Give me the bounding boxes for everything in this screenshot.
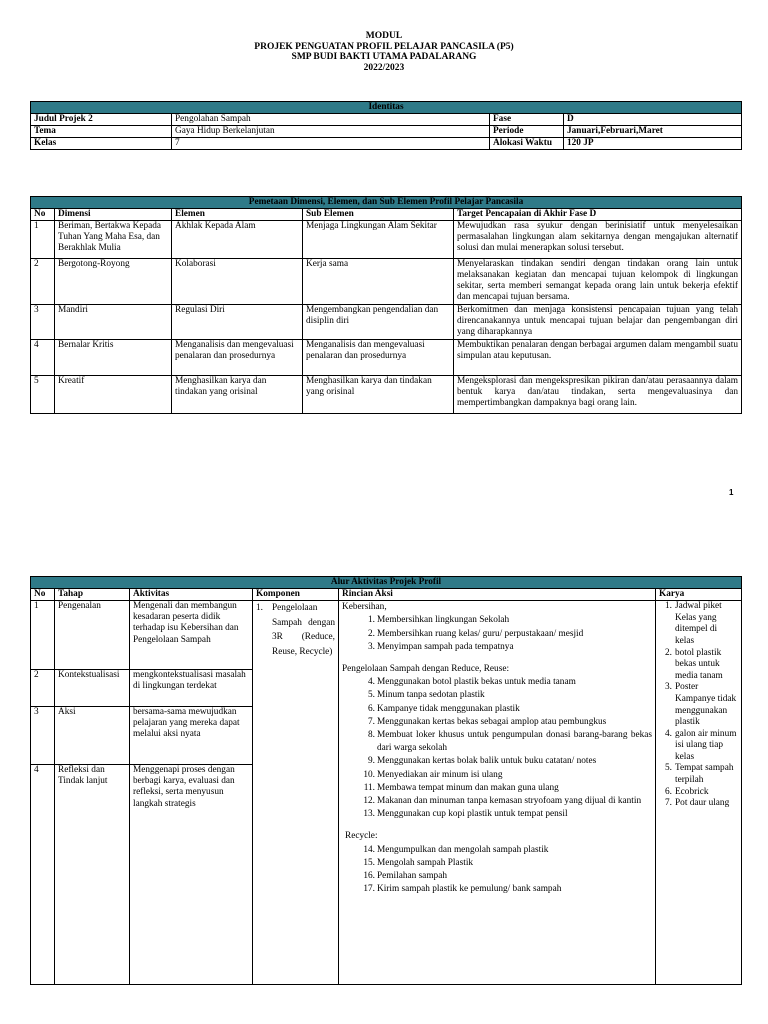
list-text: Membersihkan ruang kelas/ guru/ perpustakaan/ mesjid: [377, 628, 584, 639]
table-row: [31, 601, 742, 670]
list-text: Menggunakan cup kopi plastik untuk tempat pensil: [377, 809, 568, 820]
target-cell: Menyelaraskan tindakan sendiri dengan tindakan orang lain untuk melaksanakan kegiatan dan mencapai tujuan kelompok di lingkungan sekitar, serta memberi semangat kepada orang lain untuk bekerja efektif dan mencapai tujuan bersama.: [454, 259, 742, 305]
table-row: [31, 376, 742, 414]
sub-elemen-cell: Mengembangkan pengendalian dan disiplin diri: [303, 305, 454, 340]
tahap-cell: Kontekstualisasi: [55, 670, 130, 707]
table-row: [31, 221, 742, 259]
list-text: Kampanye tidak menggunakan plastik: [377, 703, 520, 714]
row-number: 5: [31, 376, 55, 414]
list-item: [659, 798, 738, 810]
list-item: [342, 628, 652, 641]
identitas-label: Kelas: [31, 138, 172, 150]
list-number: 12.: [363, 796, 375, 806]
column-header-elemen: Elemen: [172, 209, 303, 221]
list-item: [659, 763, 738, 786]
list-text: Menyediakan air minum isi ulang: [377, 769, 503, 780]
elemen-cell: Akhlak Kepada Alam: [172, 221, 303, 259]
list-item: [342, 870, 652, 883]
list-number: 6.: [368, 703, 375, 714]
list-text: Minum tanpa sedotan plastik: [377, 690, 485, 701]
reduce-reuse-list: [342, 676, 652, 821]
list-number: 2.: [665, 647, 672, 658]
header-line-modul: MODUL: [365, 31, 403, 41]
list-number: 1.: [368, 615, 375, 626]
identitas-label: Tema: [31, 126, 172, 138]
list-item: [342, 795, 652, 808]
column-header-dimensi: Dimensi: [55, 209, 172, 221]
list-text: botol plastik bekas untuk media tanam: [675, 647, 723, 681]
list-text: Membawa tempat minum dan makan guna ulang: [377, 782, 559, 793]
aktivitas-cell: Menggenapi proses dengan berbagi karya, evaluasi dan refleksi, serta menyusun langkah strategis: [130, 765, 253, 985]
identitas-value: Gaya Hidup Berkelanjutan: [172, 126, 490, 138]
list-number: 13.: [363, 809, 375, 820]
list-item: [342, 641, 652, 654]
reduce-reuse-label: Pengelolaan Sampah dengan Reduce, Reuse:: [342, 663, 510, 674]
header-line-school: SMP BUDI BAKTI UTAMA PADALARANG: [291, 52, 477, 62]
document-header: [0, 31, 768, 73]
list-text: Jadwal piket Kelas yang ditempel di kelas: [675, 601, 722, 646]
recycle-list: [342, 844, 652, 897]
column-header-rincian: Rincian Aksi: [339, 589, 656, 601]
identitas-value: 7: [172, 138, 490, 150]
tahap-cell: Aksi: [55, 707, 130, 765]
identitas-label: Judul Projek 2: [31, 114, 172, 126]
column-header-komponen: Komponen: [253, 589, 339, 601]
list-item: [342, 676, 652, 689]
list-number: 3.: [665, 682, 672, 693]
identitas-table: [30, 101, 742, 150]
list-item: [342, 769, 652, 782]
elemen-cell: Kolaborasi: [172, 259, 303, 305]
table-row: [31, 259, 742, 305]
list-text: Makanan dan minuman tanpa kemasan stryofoam yang dijual di kantin: [377, 796, 642, 806]
list-number: 1.: [665, 601, 672, 612]
identitas-value: D: [564, 114, 742, 126]
list-text: Membersihkan lingkungan Sekolah: [377, 615, 510, 626]
list-item: [342, 808, 652, 821]
list-number: 7.: [665, 798, 672, 809]
elemen-cell: Menghasilkan karya dan tindakan yang orisinal: [172, 376, 303, 414]
list-text: Membuat loker khusus untuk pengumpulan donasi barang-barang bekas dari warga sekolah: [377, 729, 652, 754]
column-header-tahap: Tahap: [55, 589, 130, 601]
list-text: galon air minum isi ulang tiap kelas: [675, 728, 737, 762]
list-number: 5.: [665, 763, 672, 774]
column-header-sub-elemen: Sub Elemen: [303, 209, 454, 221]
list-text: Ecobrick: [675, 786, 709, 797]
list-text: Tempat sampah terpilah: [675, 763, 734, 786]
list-number: 8.: [368, 729, 375, 740]
target-cell: Berkomitmen dan menjaga konsistensi pencapaian tujuan yang telah direncanakannya untuk mencapai tujuan belajar dan pengembangan diri yang diharapkannya: [454, 305, 742, 340]
identitas-value: Januari,Februari,Maret: [564, 126, 742, 138]
sub-elemen-cell: Menjaga Lingkungan Alam Sekitar: [303, 221, 454, 259]
sub-elemen-cell: Menghasilkan karya dan tindakan yang orisinal: [303, 376, 454, 414]
tahap-cell: Refleksi dan Tindak lanjut: [55, 765, 130, 985]
dimensi-cell: Kreatif: [55, 376, 172, 414]
list-item: [659, 787, 738, 799]
target-cell: Mewujudkan rasa syukur dengan berinisiatif untuk menyelesaikan permasalahan lingkungan alam sekitarnya dengan mengajukan alternatif solusi dan mulai menerapkan solusi tersebut.: [454, 221, 742, 259]
list-text: Menyimpan sampah pada tempatnya: [377, 641, 514, 652]
kebersihan-label: Kebersihan,: [342, 602, 387, 613]
list-text: Mengumpulkan dan mengolah sampah plastik: [377, 844, 549, 855]
list-number: 4.: [368, 677, 375, 688]
karya-cell: [656, 601, 742, 985]
recycle-label: Recycle:: [345, 831, 378, 842]
list-number: 4.: [665, 728, 672, 739]
list-text: Poster Kampanye tidak menggunakan plastik: [675, 682, 737, 728]
alur-title: Alur Aktivitas Projek Profil: [31, 577, 742, 589]
dimensi-cell: Bernalar Kritis: [55, 340, 172, 376]
identitas-value: Pengolahan Sampah: [172, 114, 490, 126]
alur-aktivitas-table: [30, 576, 742, 985]
row-number: 2: [31, 259, 55, 305]
list-item: [342, 844, 652, 857]
pemetaan-table: [30, 196, 742, 414]
row-number: 2: [31, 670, 55, 707]
row-number: 1: [31, 601, 55, 670]
sub-elemen-cell: Kerja sama: [303, 259, 454, 305]
dimensi-cell: Mandiri: [55, 305, 172, 340]
table-row: [31, 305, 742, 340]
list-text: Mengolah sampah Plastik: [377, 857, 474, 868]
list-item: [342, 703, 652, 716]
tahap-cell: Pengenalan: [55, 601, 130, 670]
list-number: 11.: [363, 782, 375, 793]
target-cell: Mengeksplorasi dan mengekspresikan pikiran dan/atau perasaannya dalam bentuk karya dan/atau tindakan, serta mengevaluasinya dan mempertimbangkan dampaknya bagi orang lain.: [454, 376, 742, 414]
row-number: 3: [31, 707, 55, 765]
list-number: 6.: [665, 786, 672, 797]
rincian-aksi-cell: [339, 601, 656, 985]
list-number: 3.: [368, 641, 375, 652]
list-item: [342, 755, 652, 768]
list-item: [342, 857, 652, 870]
row-number: 1: [31, 221, 55, 259]
list-number: 16.: [363, 871, 375, 882]
list-item: [342, 689, 652, 702]
list-number: 2.: [368, 628, 375, 639]
komponen-text: Pengelolaan Sampah dengan 3R (Reduce, Reuse, Recycle): [272, 603, 335, 657]
list-item: [659, 729, 738, 764]
list-number: 9.: [368, 756, 375, 767]
pemetaan-title: Pemetaan Dimensi, Elemen, dan Sub Elemen Profil Pelajar Pancasila: [31, 197, 742, 209]
komponen-cell: [253, 601, 339, 985]
row-number: 3: [31, 305, 55, 340]
kebersihan-list: [342, 614, 652, 654]
column-header-target: Target Pencapaian di Akhir Fase D: [454, 209, 742, 221]
list-number: 17.: [363, 884, 375, 895]
list-number: 7.: [368, 716, 375, 727]
list-number: 10.: [363, 769, 375, 780]
list-number: 1.: [256, 603, 263, 614]
sub-elemen-cell: Menganalisis dan mengevaluasi penalaran dan prosedurnya: [303, 340, 454, 376]
list-text: Menggunakan botol plastik bekas untuk media tanam: [377, 677, 576, 688]
aktivitas-cell: bersama-sama mewujudkan pelajaran yang mereka dapat melalui aksi nyata: [130, 707, 253, 765]
target-cell: Membuktikan penalaran dengan berbagai argumen dalam mengambil suatu simpulan atau keputusan.: [454, 340, 742, 376]
elemen-cell: Menganalisis dan mengevaluasi penalaran dan prosedurnya: [172, 340, 303, 376]
list-text: Menggunakan kertas bekas sebagai amplop atau pembungkus: [377, 716, 607, 727]
karya-list: [659, 601, 738, 810]
page-number: 1: [729, 488, 734, 497]
list-item: [659, 648, 738, 683]
list-text: Menggunakan kertas bolak balik untuk buku catatan/ notes: [377, 756, 597, 767]
list-item: [342, 782, 652, 795]
identitas-title: Identitas: [31, 102, 742, 114]
identitas-value: 120 JP: [564, 138, 742, 150]
list-text: Kirim sampah plastik ke pemulung/ bank sampah: [377, 884, 562, 895]
list-item: [342, 729, 652, 755]
list-item: [659, 682, 738, 728]
aktivitas-cell: mengkontekstualisasi masalah di lingkungan terdekat: [130, 670, 253, 707]
list-item: [342, 883, 652, 896]
list-number: 5.: [368, 690, 375, 701]
identitas-label: Fase: [490, 114, 564, 126]
identitas-label: Periode: [490, 126, 564, 138]
column-header-karya: Karya: [656, 589, 742, 601]
aktivitas-cell: Mengenali dan membangun kesadaran peserta didik terhadap isu Kebersihan dan Pengelolaan Sampah: [130, 601, 253, 670]
header-line-year: 2022/2023: [363, 62, 405, 73]
list-text: Pot daur ulang: [675, 798, 730, 809]
header-line-project: PROJEK PENGUATAN PROFIL PELAJAR PANCASILA (P5): [254, 41, 514, 52]
table-row: [31, 340, 742, 376]
identitas-label: Alokasi Waktu: [490, 138, 564, 150]
list-item: [342, 614, 652, 627]
column-header-aktivitas: Aktivitas: [130, 589, 253, 601]
list-item: [659, 601, 738, 647]
list-number: 14.: [363, 844, 375, 855]
column-header-no: No: [31, 589, 55, 601]
dimensi-cell: Bergotong-Royong: [55, 259, 172, 305]
row-number: 4: [31, 765, 55, 985]
row-number: 4: [31, 340, 55, 376]
dimensi-cell: Beriman, Bertakwa Kepada Tuhan Yang Maha Esa, dan Berakhlak Mulia: [55, 221, 172, 259]
list-text: Pemilahan sampah: [377, 871, 447, 882]
column-header-no: No: [31, 209, 55, 221]
list-item: [342, 716, 652, 729]
list-item: [256, 601, 335, 659]
list-number: 15.: [363, 857, 375, 868]
elemen-cell: Regulasi Diri: [172, 305, 303, 340]
